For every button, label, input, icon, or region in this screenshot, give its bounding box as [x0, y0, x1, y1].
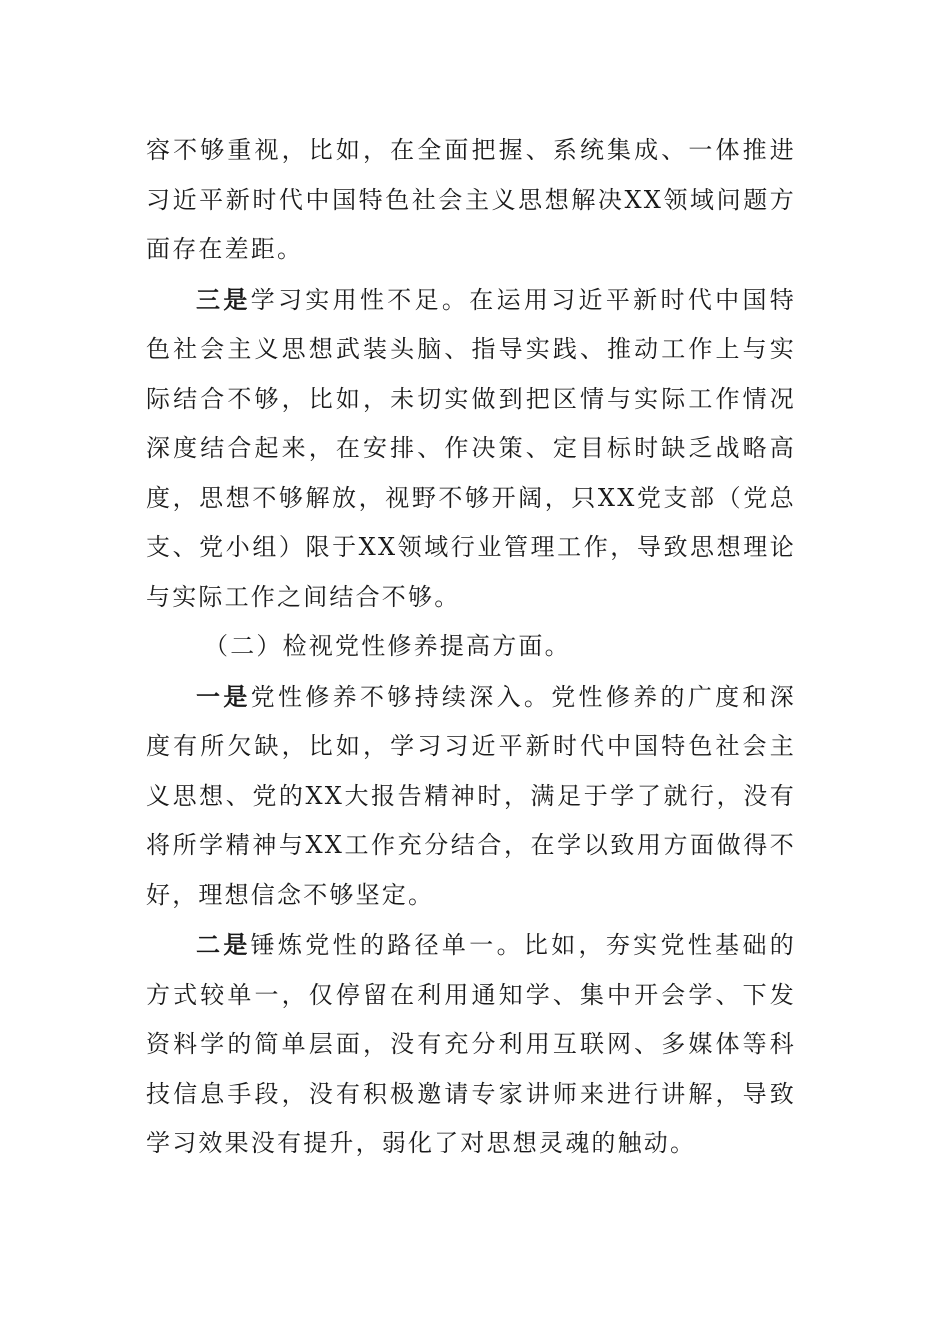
section-subheading [146, 622, 796, 672]
paragraph-point-two [146, 920, 796, 1169]
paragraph-text: 容不够重视，比如，在全面把握、系统集成、一体推进习近平新时代中国特色社会主义思想解决XX领域问题方面存在差距。 [146, 136, 796, 263]
document-page [146, 126, 796, 1169]
paragraph-point-one [146, 672, 796, 921]
subheading-text: （二）检视党性修养提高方面。 [204, 632, 571, 660]
paragraph-lead: 一是 [196, 681, 251, 711]
paragraph-text: 学习实用性不足。在运用习近平新时代中国特色社会主义思想武装头脑、指导实践、推动工作上与实际结合不够，比如，未切实做到把区情与实际工作情况深度结合起来，在安排、作决策、定目标时缺乏战略高度，思想不够解放，视野不够开阔，只XX党支部（党总支、党小组）限于XX领域行业管理工作，导致思想理论与实际工作之间结合不够。 [146, 285, 797, 611]
paragraph-text: 党性修养不够持续深入。党性修养的广度和深度有所欠缺，比如，学习习近平新时代中国特色社会主义思想、党的XX大报告精神时，满足于学了就行，没有将所学精神与XX工作充分结合，在学以致用方面做得不好，理想信念不够坚定。 [146, 682, 797, 909]
paragraph-continuation [146, 126, 796, 275]
paragraph-lead: 二是 [196, 930, 251, 959]
paragraph-lead: 三是 [196, 284, 251, 314]
paragraph-text: 锤炼党性的路径单一。比如，夯实党性基础的方式较单一，仅停留在利用通知学、集中开会学、下发资料学的简单层面，没有充分利用互联网、多媒体等科技信息手段，没有积极邀请专家讲师来进行讲解，导致学习效果没有提升，弱化了对思想灵魂的触动。 [146, 931, 797, 1157]
paragraph-point-three [146, 275, 796, 623]
